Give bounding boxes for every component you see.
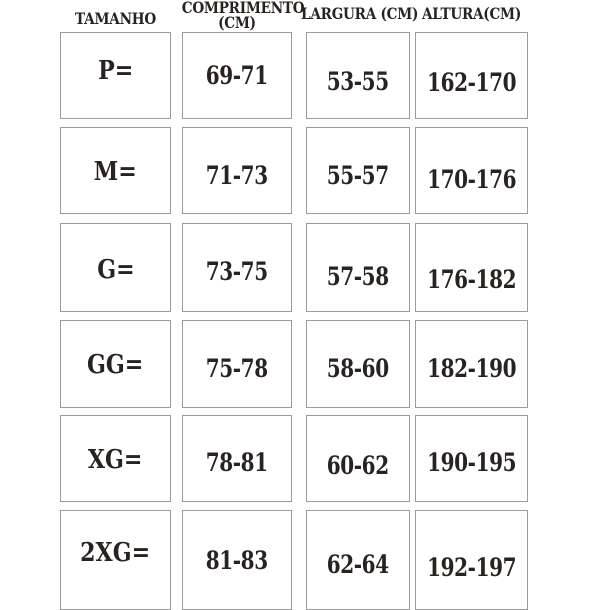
column-header-comprimento-line2: (CM): [218, 13, 256, 32]
table-cell-height-row3: [415, 223, 528, 312]
cell-text: 75-78: [206, 353, 268, 383]
cell-text: 62-64: [327, 549, 389, 579]
table-cell-width-row1: [306, 32, 410, 119]
cell-text: 162-170: [427, 68, 516, 97]
table-cell-width-row5: [306, 415, 410, 502]
table-cell-width-row2: [306, 127, 410, 214]
table-cell-height-row5: [415, 415, 528, 502]
cell-text: 78-81: [206, 448, 268, 477]
cell-text: 2XG=: [80, 538, 151, 568]
table-cell-length-row2: [182, 127, 292, 214]
column-header-largura: LARGURA (CM): [301, 4, 419, 23]
cell-text: 170-176: [427, 165, 516, 194]
table-cell-width-row4: [306, 320, 410, 408]
column-header-comprimento: [181, 0, 305, 32]
cell-text: 57-58: [327, 262, 389, 291]
cell-text: 55-57: [327, 161, 389, 190]
table-cell-size-row4: [60, 320, 171, 408]
cell-text: 182-190: [427, 353, 516, 383]
table-cell-size-row2: [60, 127, 171, 214]
table-cell-size-row3: [60, 223, 171, 312]
cell-text: GG=: [87, 350, 144, 380]
table-cell-height-row2: [415, 127, 528, 214]
cell-text: 53-55: [327, 67, 389, 96]
table-cell-height-row4: [415, 320, 528, 408]
table-cell-length-row5: [182, 415, 292, 502]
cell-text: P=: [97, 55, 134, 86]
cell-text: 190-195: [427, 448, 516, 477]
column-header-comprimento-line1: COMPRIMENTO: [181, 0, 305, 17]
cell-text: 69-71: [206, 61, 268, 90]
table-cell-height-row1: [415, 32, 528, 119]
table-cell-width-row6: [306, 510, 410, 610]
cell-text: 176-182: [427, 265, 516, 294]
cell-text: 71-73: [206, 161, 268, 190]
cell-text: G=: [96, 254, 135, 285]
table-cell-length-row4: [182, 320, 292, 408]
cell-text: 81-83: [206, 545, 268, 575]
cell-text: 73-75: [206, 257, 268, 286]
table-cell-length-row1: [182, 32, 292, 119]
column-header-altura: ALTURA(CM): [421, 4, 522, 23]
cell-text: XG=: [88, 444, 143, 475]
table-cell-width-row3: [306, 223, 410, 312]
cell-text: 60-62: [327, 451, 389, 480]
table-cell-height-row6: [415, 510, 528, 610]
table-cell-length-row3: [182, 223, 292, 312]
table-cell-size-row5: [60, 415, 171, 502]
column-header-tamanho: TAMANHO: [75, 9, 156, 28]
cell-text: 58-60: [327, 353, 389, 383]
cell-text: 192-197: [427, 552, 516, 582]
table-cell-length-row6: [182, 510, 292, 610]
cell-text: M=: [93, 156, 137, 187]
table-cell-size-row6: [60, 510, 171, 610]
table-cell-size-row1: [60, 32, 171, 119]
